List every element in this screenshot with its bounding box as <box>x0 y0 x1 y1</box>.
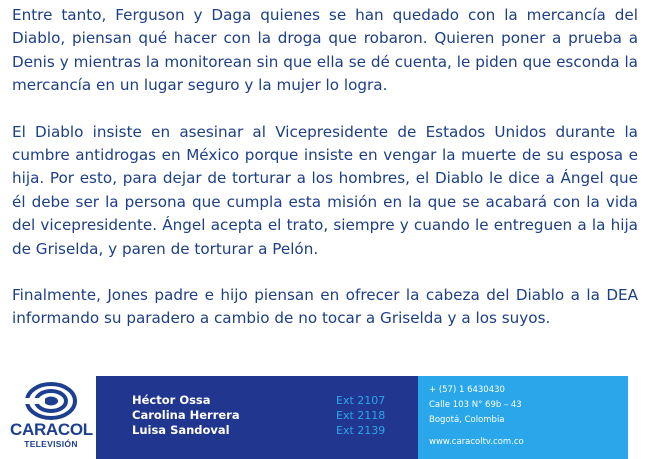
contact-names <box>132 393 240 438</box>
website-link[interactable]: www.caracoltv.com.co <box>429 437 524 447</box>
contact-name: Carolina Herrera <box>132 408 240 422</box>
caracol-logo-icon <box>25 382 77 420</box>
contact-ext: Ext 2118 <box>336 409 386 422</box>
contact-footer <box>0 376 667 459</box>
paragraph: Entre tanto, Ferguson y Daga quienes se han quedado con la mercancía del Diablo, piensan qué hacer con la droga que robaron. Quieren poner a prueba a Denis y mientras la monitorean sin que ella se dé cuenta, le piden que esconda la mercancía en un lugar seguro y la mujer lo logra. <box>12 6 638 95</box>
address: Calle 103 N° 69b – 43 <box>429 400 522 410</box>
paragraph: Finalmente, Jones padre e hijo piensan en ofrecer la cabeza del Diablo a la DEA informando su paradero a cambio de no tocar a Griselda y a los suyos. <box>12 286 638 328</box>
info-details <box>429 383 522 428</box>
contact-name: Luisa Sandoval <box>132 423 230 437</box>
contact-ext: Ext 2139 <box>336 424 386 437</box>
paragraph: El Diablo insiste en asesinar al Vicepresidente de Estados Unidos durante la cumbre antidrogas en México porque insiste en vengar la muerte de su esposa e hija. Por esto, para dejar de torturar a los hombres, el Diablo le dice a Ángel que él debe ser la persona que cumpla esta misión en la que se acabará con la vida del vicepresidente. Ángel acepta el trato, siempre y cuando le entreguen a la hija de Griselda, y paren de torturar a Pelón. <box>12 122 638 258</box>
contacts-panel <box>96 376 418 459</box>
info-panel <box>418 376 628 459</box>
caracol-logo <box>10 382 92 452</box>
contact-ext: Ext 2107 <box>336 394 386 407</box>
contact-name: Héctor Ossa <box>132 393 211 407</box>
article-body <box>12 4 638 354</box>
city: Bogotá, Colombia <box>429 415 505 425</box>
logo-subtitle: TELEVISIÓN <box>24 439 78 449</box>
phone-number: + (57) 1 6430430 <box>429 385 505 395</box>
contact-extensions <box>336 393 385 438</box>
logo-title: CARACOL <box>10 420 93 439</box>
